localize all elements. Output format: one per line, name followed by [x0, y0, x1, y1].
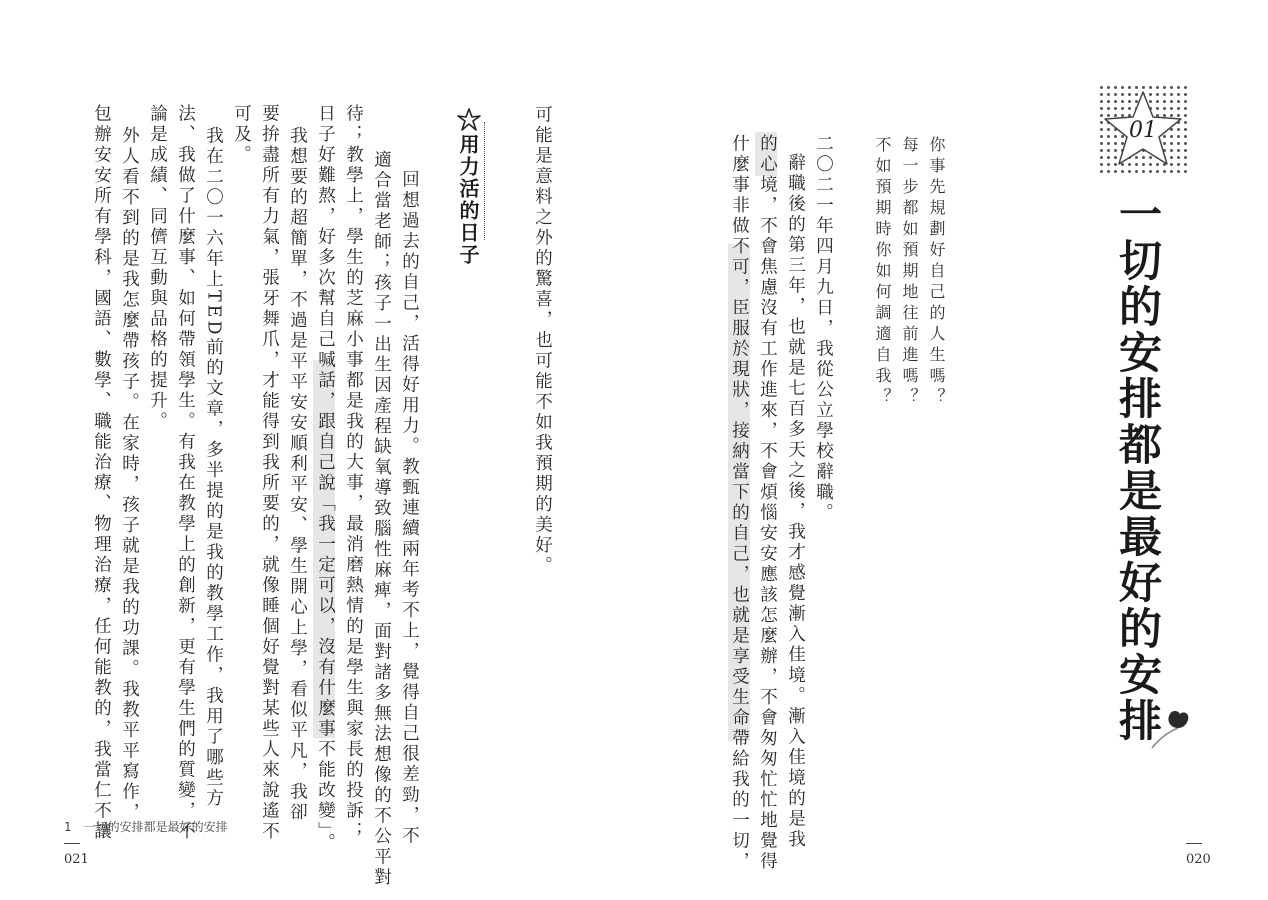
right-page-number: 020: [1186, 852, 1211, 867]
intro-line-1: 你事先規劃好自己的人生嗎？: [927, 136, 946, 409]
intro-line-3: 不如預期時你如何調適自我？: [873, 136, 892, 409]
body-line: 論是成績、同儕互動與品格的提升。: [147, 104, 168, 432]
page-number-rule: [1186, 843, 1202, 844]
body-line: 二〇二一年四月九日，我從公立學校辭職。: [813, 134, 834, 524]
chapter-badge: [1098, 84, 1188, 174]
left-page-number: 021: [64, 852, 89, 867]
chapter-number: 01: [1129, 118, 1157, 143]
body-line: 法、我做了什麼事、如何帶領學生。有我在教學上的創新，更有學生們的質變，不: [175, 104, 196, 842]
body-line: 可及。: [231, 104, 252, 166]
running-head: 1 一切的安排都是最好的安排: [64, 820, 228, 834]
leaf-icon: [1148, 706, 1194, 752]
body-line: 我在二〇一六年上TED前的文章，多半提的是我的教學工作，我用了哪些方: [203, 126, 224, 809]
body-line: 日子好難熬，好多次幫自己喊話，跟自己說「我一定可以，沒有什麼事不能改變」。: [315, 104, 336, 854]
page-number-rule: [64, 843, 80, 844]
body-line: 適合當老師；孩子一出生因產程缺氧導致腦性麻痺，面對諸多無法想像的不公平對: [371, 150, 392, 888]
chapter-title: 一切的安排都是最好的安排: [1112, 192, 1162, 744]
section-heading: 用力活的日子: [456, 134, 480, 266]
body-line: 什麼事非做不可，臣服於現狀，接納當下的自己，也就是享受生命帶給我的一切，: [729, 134, 750, 872]
heading-divider: [484, 122, 485, 240]
body-line: 包辦安安所有學科，國語、數學、職能治療、物理治療，任何能教的，我當仁不讓: [91, 104, 112, 842]
body-line: 待；教學上，學生的芝麻小事都是我的大事，最消磨熱情的是學生與家長的投訴；: [343, 104, 364, 842]
body-line: 可能是意料之外的驚喜，也可能不如我預期的美好。: [532, 105, 553, 577]
body-line: 外人看不到的是我怎麼帶孩子。在家時，孩子就是我的功課。我教平平寫作，: [119, 126, 140, 823]
body-line: 要拚盡所有力氣，張牙舞爪，才能得到我所要的，就像睡個好覺對某些人來說遙不: [259, 104, 280, 842]
body-line: 我想要的超簡單，不過是平平安安順利平安、學生開心上學，看似平凡，我卻: [287, 126, 308, 823]
body-line: 辭職後的第三年，也就是七百多天之後，我才感覺漸入佳境。漸入佳境的是我: [785, 153, 806, 850]
body-line: 的心境，不會焦慮沒有工作進來，不會煩惱安安應該怎麼辦，不會匆匆忙忙地覺得: [757, 134, 778, 872]
body-line: 回想過去的自己，活得好用力。教甄連續兩年考不上，覺得自己很差勁，不: [399, 170, 420, 847]
star-icon: [456, 107, 482, 133]
intro-line-2: 每一步都如預期地往前進嗎？: [900, 136, 919, 409]
